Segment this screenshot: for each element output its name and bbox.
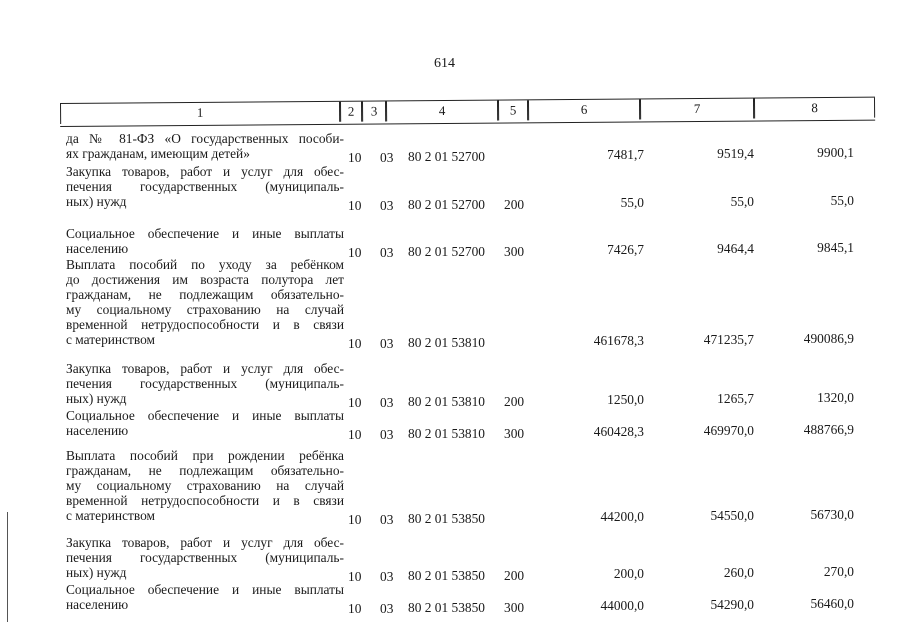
row-description bbox=[66, 361, 344, 406]
cell-c2: 10 bbox=[348, 427, 362, 442]
cell-c3: 03 bbox=[380, 150, 394, 165]
cell-c2: 10 bbox=[348, 395, 362, 410]
cell-c5: 200 bbox=[504, 197, 525, 212]
cell-c8: 55,0 bbox=[830, 193, 854, 208]
description-line: гражданам, не подлежащим обязательно- bbox=[66, 287, 344, 302]
cell-c7: 260,0 bbox=[723, 565, 754, 580]
description-line: ных) нужд bbox=[66, 194, 127, 209]
cell-c4: 80 2 01 52700 bbox=[408, 197, 485, 212]
cell-c8: 9900,1 bbox=[817, 145, 854, 160]
cell-c3: 03 bbox=[380, 427, 394, 442]
cell-c3: 03 bbox=[380, 569, 394, 584]
description-line: му социальному страхованию на случай bbox=[66, 478, 344, 493]
row-description bbox=[66, 131, 344, 161]
cell-c2: 10 bbox=[348, 198, 362, 213]
cell-c3: 03 bbox=[380, 336, 394, 351]
cell-c8: 488766,9 bbox=[803, 422, 854, 437]
description-line: до достижения им возраста полутора лет bbox=[66, 272, 344, 287]
row-description bbox=[66, 448, 344, 523]
header-col-2: 2 bbox=[340, 102, 362, 122]
description-line: Закупка товаров, работ и услуг для обес- bbox=[66, 361, 344, 376]
cell-c8: 270,0 bbox=[823, 564, 854, 579]
description-line: с материнством bbox=[66, 332, 156, 347]
description-line: населению bbox=[66, 423, 129, 438]
header-col-5: 5 bbox=[498, 100, 528, 120]
row-description bbox=[66, 582, 344, 612]
cell-c5: 200 bbox=[504, 568, 525, 583]
description-line: да № 81-ФЗ «О государственных пособи- bbox=[66, 131, 344, 146]
cell-c6: 200,0 bbox=[613, 566, 644, 581]
description-line: печения государственных (муниципаль- bbox=[66, 179, 344, 194]
cell-c2: 10 bbox=[348, 150, 362, 165]
description-line: ях гражданам, имеющим детей» bbox=[66, 146, 250, 161]
row-description bbox=[66, 535, 344, 580]
description-line: Закупка товаров, работ и услуг для обес- bbox=[66, 164, 344, 179]
description-line: временной нетрудоспособности и в связи bbox=[66, 317, 344, 332]
row-description bbox=[66, 164, 344, 209]
cell-c5: 300 bbox=[504, 426, 525, 441]
cell-c4: 80 2 01 52700 bbox=[408, 149, 485, 164]
row-description bbox=[66, 226, 344, 256]
cell-c4: 80 2 01 53810 bbox=[408, 335, 485, 350]
cell-c4: 80 2 01 52700 bbox=[408, 244, 485, 259]
cell-c6: 44200,0 bbox=[600, 509, 644, 524]
row-description bbox=[66, 408, 344, 438]
description-line: населению bbox=[66, 597, 129, 612]
cell-c8: 9845,1 bbox=[817, 240, 854, 255]
description-line: Социальное обеспечение и иные выплаты bbox=[66, 408, 344, 423]
cell-c4: 80 2 01 53810 bbox=[408, 394, 485, 409]
header-col-7: 7 bbox=[640, 99, 754, 120]
cell-c2: 10 bbox=[348, 512, 362, 527]
cell-c7: 55,0 bbox=[730, 194, 754, 209]
description-line: Социальное обеспечение и иные выплаты bbox=[66, 226, 344, 241]
header-col-4: 4 bbox=[386, 101, 498, 122]
description-line: гражданам, не подлежащим обязательно- bbox=[66, 463, 344, 478]
description-line: Выплата пособий при рождении ребёнка bbox=[66, 448, 344, 463]
cell-c2: 10 bbox=[348, 601, 362, 616]
description-line: печения государственных (муниципаль- bbox=[66, 550, 344, 565]
cell-c2: 10 bbox=[348, 569, 362, 584]
cell-c2: 10 bbox=[348, 245, 362, 260]
cell-c6: 55,0 bbox=[620, 195, 644, 210]
cell-c5: 300 bbox=[504, 244, 525, 259]
description-line: временной нетрудоспособности и в связи bbox=[66, 493, 344, 508]
cell-c3: 03 bbox=[380, 198, 394, 213]
cell-c7: 9519,4 bbox=[717, 146, 754, 161]
description-line: ных) нужд bbox=[66, 565, 127, 580]
cell-c6: 7481,7 bbox=[607, 147, 644, 162]
cell-c8: 490086,9 bbox=[803, 331, 854, 346]
cell-c3: 03 bbox=[380, 245, 394, 260]
header-col-6: 6 bbox=[528, 99, 640, 120]
description-line: населению bbox=[66, 241, 129, 256]
cell-c7: 54550,0 bbox=[710, 508, 754, 523]
description-line: с материнством bbox=[66, 508, 156, 523]
cell-c6: 461678,3 bbox=[593, 333, 644, 348]
header-col-3: 3 bbox=[362, 101, 386, 121]
cell-c5: 200 bbox=[504, 394, 525, 409]
cell-c4: 80 2 01 53850 bbox=[408, 568, 485, 583]
cell-c2: 10 bbox=[348, 336, 362, 351]
cell-c6: 7426,7 bbox=[607, 242, 644, 257]
header-col-1: 1 bbox=[60, 102, 340, 124]
cell-c7: 469970,0 bbox=[703, 423, 754, 438]
cell-c7: 54290,0 bbox=[710, 597, 754, 612]
description-line: Выплата пособий по уходу за ребёнком bbox=[66, 257, 344, 272]
description-line: му социальному страхованию на случай bbox=[66, 302, 344, 317]
cell-c3: 03 bbox=[380, 395, 394, 410]
cell-c6: 460428,3 bbox=[593, 424, 644, 439]
cell-c3: 03 bbox=[380, 601, 394, 616]
header-col-8: 8 bbox=[754, 98, 875, 119]
cell-c7: 1265,7 bbox=[717, 391, 754, 406]
cell-c4: 80 2 01 53810 bbox=[408, 426, 485, 441]
description-line: печения государственных (муниципаль- bbox=[66, 376, 344, 391]
scan-margin-line bbox=[7, 512, 8, 622]
description-line: ных) нужд bbox=[66, 391, 127, 406]
cell-c4: 80 2 01 53850 bbox=[408, 511, 485, 526]
cell-c6: 44000,0 bbox=[600, 598, 644, 613]
cell-c8: 56730,0 bbox=[810, 507, 854, 522]
cell-c3: 03 bbox=[380, 512, 394, 527]
cell-c8: 1320,0 bbox=[817, 390, 854, 405]
cell-c6: 1250,0 bbox=[607, 392, 644, 407]
cell-c5: 300 bbox=[504, 600, 525, 615]
row-description bbox=[66, 257, 344, 347]
cell-c8: 56460,0 bbox=[810, 596, 854, 611]
page-number: 614 bbox=[434, 56, 455, 71]
table-header bbox=[60, 97, 875, 127]
description-line: Закупка товаров, работ и услуг для обес- bbox=[66, 535, 344, 550]
cell-c7: 471235,7 bbox=[703, 332, 754, 347]
cell-c4: 80 2 01 53850 bbox=[408, 600, 485, 615]
description-line: Социальное обеспечение и иные выплаты bbox=[66, 582, 344, 597]
cell-c7: 9464,4 bbox=[717, 241, 754, 256]
